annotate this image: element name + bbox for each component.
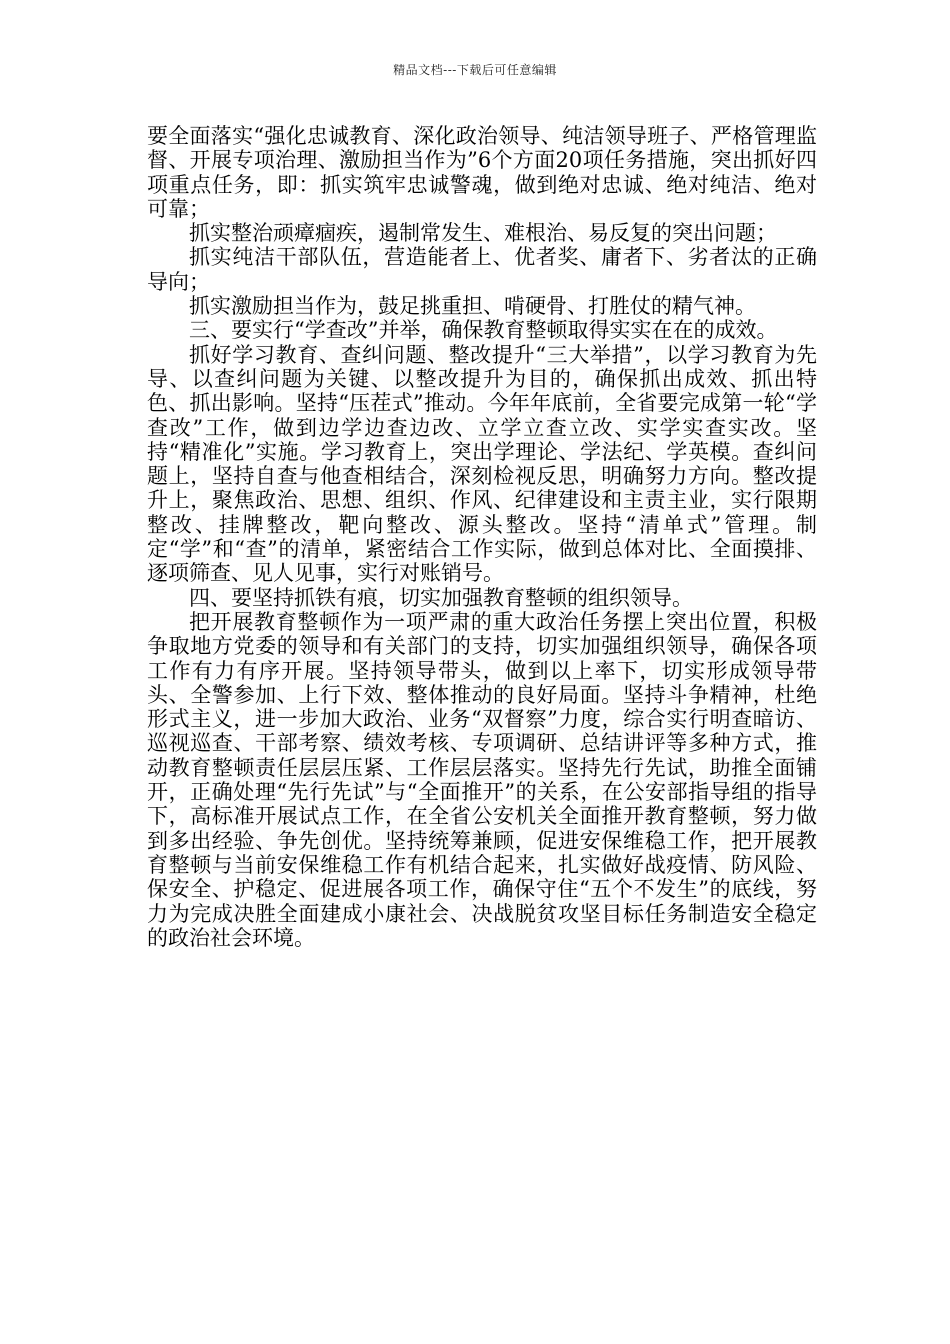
page-header: 精品文档---下载后可任意编辑 (393, 63, 557, 77)
section-heading-4: 四、要坚持抓铁有痕，切实加强教育整顿的组织领导。 (189, 585, 693, 610)
paragraph-1: 要全面落实“强化忠诚教育、深化政治领导、纯洁领导班子、严格管理监督、开展专项治理、激励担当作为”6个方面20项任务措施，突出抓好四项重点任务，即：抓实筑牢忠诚警魂，做到绝对忠诚、绝对纯洁、绝对可靠； (147, 124, 817, 221)
paragraph-8: 把开展教育整顿作为一项严肃的重大政治任务摆上突出位置，积极争取地方党委的领导和有关部门的支持，切实加强组织领导，确保各项工作有力有序开展。坚持领导带头，做到以上率下，切实形成领导带头、全警参加、上行下效、整体推动的良好局面。坚持斗争精神，杜绝形式主义，进一步加大政治、业务“双督察”力度，综合实行明查暗访、巡视巡查、干部考察、绩效考核、专项调研、总结讲评等多种方式，推动教育整顿责任层层压紧、工作层层落实。坚持先行先试，助推全面铺开，正确处理“先行先试”与“全面推开”的关系，在公安部指导组的指导下，高标准开展试点工作，在全省公安机关全面推开教育整顿，努力做到多出经验、争先创优。坚持统筹兼顾，促进安保维稳工作，把开展教育整顿与当前安保维稳工作有机结合起来，扎实做好战疫情、防风险、保安全、护稳定、促进展各项工作，确保守住“五个不发生”的底线，努力为完成决胜全面建成小康社会、决战脱贫攻坚目标任务制造安全稳定的政治社会环境。 (147, 609, 817, 950)
paragraph-2: 抓实整治顽瘴痼疾，遏制常发生、难根治、易反复的突出问题； (189, 221, 777, 246)
section-heading-3: 三、要实行“学查改”并举，确保教育整顿取得实实在在的成效。 (189, 318, 778, 343)
paragraph-6: 抓好学习教育、查纠问题、整改提升“三大举措”，以学习教育为先导、以查纠问题为关键、以整改提升为目的，确保抓出成效、抓出特色、抓出影响。坚持“压茬式”推动。今年年底前，全省要完成第一轮“学查改”工作，做到边学边查边改、立学立查立改、实学实查实改。坚持“精准化”实施。学习教育上，突出学理论、学法纪、学英模。查纠问题上，坚持自查与他查相结合，深刻检视反思，明确努力方向。整改提升上，聚焦政治、思想、组织、作风、纪律建设和主责主业，实行限期整改、挂牌整改，靶向整改、源头整改。坚持“清单式”管理。制定“学”和“查”的清单，紧密结合工作实际，做到总体对比、全面摸排、逐项筛查、见人见事，实行对账销号。 (147, 342, 817, 586)
document-body (147, 124, 817, 950)
paragraph-4: 抓实激励担当作为，鼓足挑重担、啃硬骨、打胜仗的精气神。 (189, 294, 756, 319)
paragraph-3: 抓实纯洁干部队伍，营造能者上、优者奖、庸者下、劣者汰的正确导向； (147, 245, 817, 294)
